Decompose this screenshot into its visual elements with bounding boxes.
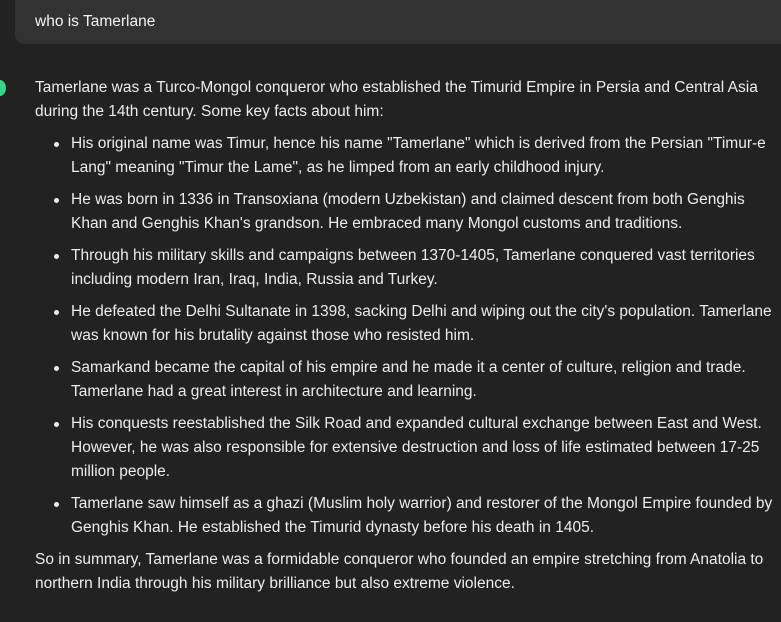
list-item: His original name was Timur, hence his name "Tamerlane" which is derived from the Persian "Timur-e Lang" meaning "Timur the Lame", as he limped from an early childhood injury. [71, 132, 775, 180]
list-item: His conquests reestablished the Silk Road and expanded cultural exchange between East and West. However, he was also responsible for extensive destruction and loss of life estimated between 17-25 million people. [71, 412, 775, 484]
list-item: He was born in 1336 in Transoxiana (modern Uzbekistan) and claimed descent from both Genghis Khan and Genghis Khan's grandson. He embraced many Mongol customs and traditions. [71, 188, 775, 236]
list-item: Through his military skills and campaigns between 1370-1405, Tamerlane conquered vast territories including modern Iran, Iraq, India, Russia and Turkey. [71, 244, 775, 292]
user-message-text: who is Tamerlane [35, 13, 156, 30]
response-bullet-list [35, 132, 775, 540]
response-intro: Tamerlane was a Turco-Mongol conqueror who established the Timurid Empire in Persia and Central Asia during the 14th century. Some key facts about him: [35, 79, 758, 120]
list-item: Tamerlane saw himself as a ghazi (Muslim holy warrior) and restorer of the Mongol Empire founded by Genghis Khan. He established the Timurid dynasty before his death in 1405. [71, 492, 775, 540]
user-message [15, 0, 781, 44]
assistant-avatar-icon [0, 80, 6, 96]
assistant-response [35, 76, 775, 596]
list-item: Samarkand became the capital of his empire and he made it a center of culture, religion and trade. Tamerlane had a great interest in architecture and learning. [71, 356, 775, 404]
list-item: He defeated the Delhi Sultanate in 1398, sacking Delhi and wiping out the city's population. Tamerlane was known for his brutality against those who resisted him. [71, 300, 775, 348]
response-summary: So in summary, Tamerlane was a formidable conqueror who founded an empire stretching from Anatolia to northern India through his military brilliance but also extreme violence. [35, 551, 764, 592]
